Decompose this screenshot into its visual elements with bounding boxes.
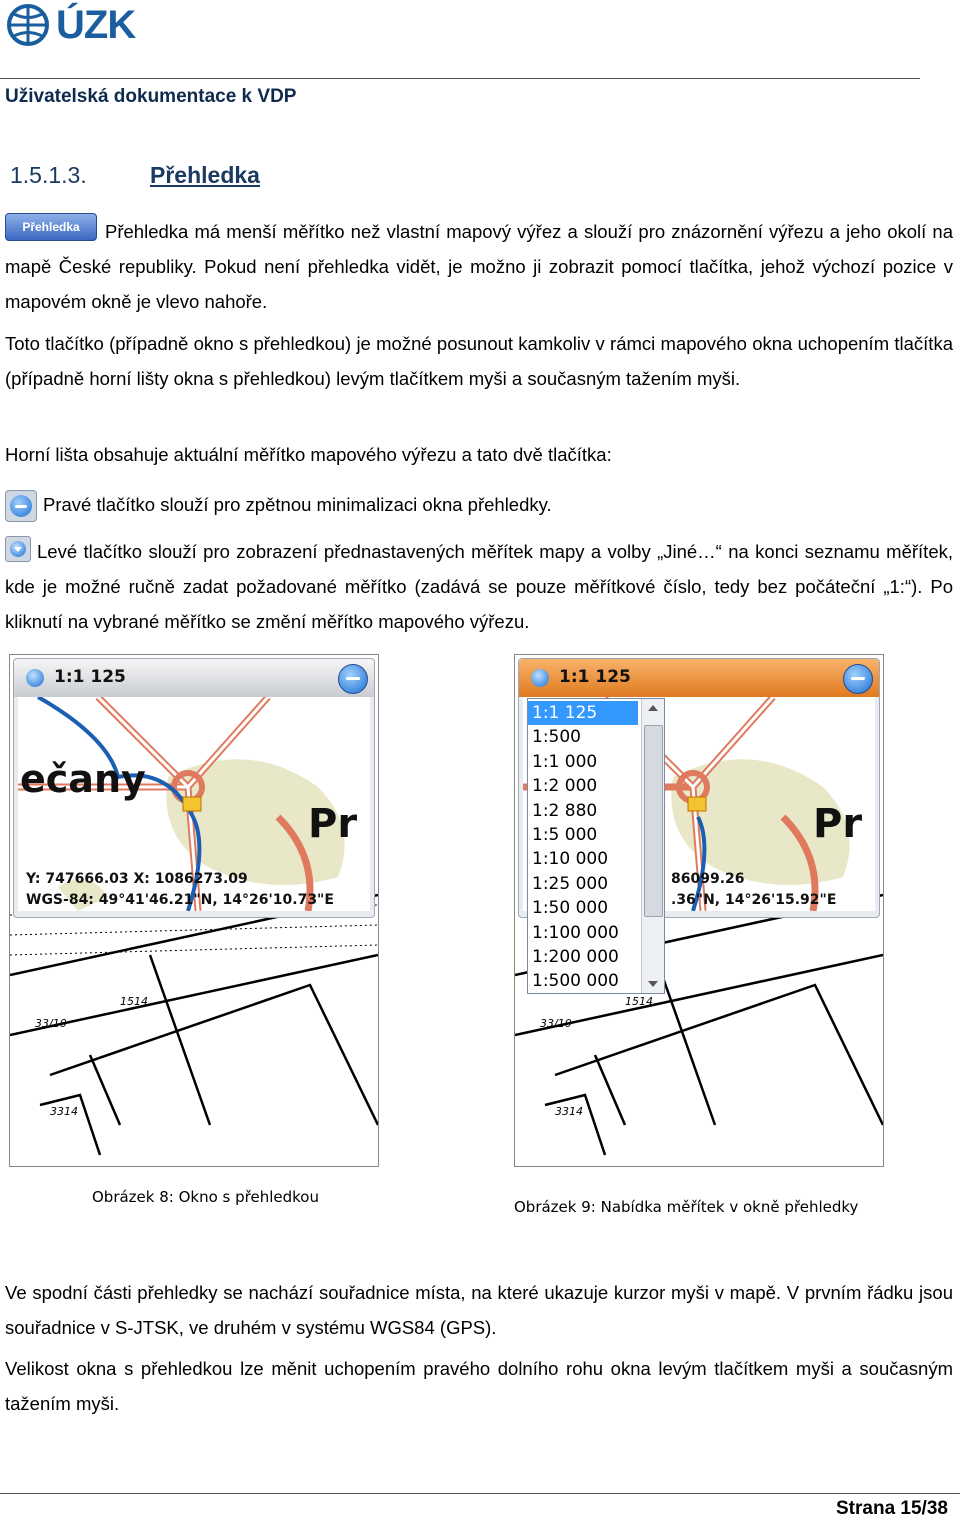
paragraph-resize: Velikost okna s přehledkou lze měnit uchopením pravého dolního rohu okna levým tlačítkem myši a současným tažením myši. (5, 1358, 953, 1414)
scale-option[interactable]: 1:2 880 (532, 800, 598, 821)
figure2-caption: Obrázek 9: Nabídka měřítek v okně přehledky (514, 1198, 859, 1216)
scroll-up-icon[interactable] (648, 705, 658, 711)
scale-option[interactable]: 1:25 000 (532, 873, 609, 894)
scale-option[interactable]: 1:10 000 (532, 849, 609, 870)
header-divider (0, 78, 920, 79)
paragraph-move: Toto tlačítko (případně okno s přehledkou) je možné posunout kamkoliv v rámci mapového okna uchopením tlačítka (případně horní lišty okna s přehledkou) levým tlačítkem myši a současným tažením myši. (5, 333, 953, 389)
scale-option[interactable]: 1:500 000 (532, 971, 619, 992)
coords-sjtsk: 86099.26 (671, 871, 745, 887)
svg-text:3314: 3314 (50, 1105, 78, 1118)
svg-text:3314: 3314 (555, 1105, 583, 1118)
figure1-caption: Obrázek 8: Okno s přehledkou (92, 1188, 319, 1206)
svg-text:33/10: 33/10 (540, 1017, 572, 1030)
svg-text:1514: 1514 (120, 995, 148, 1008)
logo-text: ÚZK (56, 3, 136, 47)
paragraph-intro: Přehledka Přehledka má menší měřítko než vlastní mapový výřez a slouží pro znázornění výřezu a jeho okolí na mapě České republiky. Pokud není přehledka vidět, je možno ji zobrazit pomocí tlačítka, jehož výchozí pozice v mapovém okně je vlevo nahoře. (5, 214, 953, 319)
scroll-down-icon[interactable] (648, 981, 658, 987)
coordinates-readout (671, 869, 836, 911)
scale-option[interactable]: 1:500 (532, 727, 581, 748)
scale-dropdown-button[interactable] (26, 669, 44, 687)
coordinates-readout (26, 869, 334, 911)
coords-wgs84: WGS-84: 49°41'46.21"N, 14°26'10.73"E (26, 892, 334, 908)
paragraph-scale-menu: Levé tlačítko slouží pro zobrazení přednastavených měřítek mapy a volby „Jiné…“ na konci seznamu měřítek, kde je možné ručně zadat požadované měřítko (zadává se pouze měřítkové číslo, tedy bez počáteční „1:“). Po kliknutí na vybrané měřítko se změní měřítko mapového výřezu. (5, 534, 953, 639)
coords-wgs84: .36"N, 14°26'15.92"E (671, 892, 837, 908)
scale-option[interactable]: 1:100 000 (532, 922, 619, 943)
prehledka-button: Přehledka (5, 213, 97, 241)
scale-option[interactable]: 1:1 125 (528, 701, 638, 725)
svg-text:Pr: Pr (308, 801, 358, 847)
current-scale: 1:1 125 (559, 667, 631, 687)
scale-dropdown-icon (5, 536, 31, 562)
scale-option[interactable]: 1:200 000 (532, 946, 619, 967)
coords-sjtsk: Y: 747666.03 X: 1086273.09 (26, 871, 248, 887)
footer-divider (0, 1493, 960, 1494)
section-title: Přehledka (150, 162, 260, 188)
scale-option[interactable]: 1:2 000 (532, 776, 598, 797)
figure-scale-menu (514, 654, 884, 1167)
svg-text:Pr: Pr (813, 801, 863, 847)
minimize-button[interactable] (338, 664, 368, 694)
svg-text:1514: 1514 (625, 995, 653, 1008)
scale-option[interactable]: 1:50 000 (532, 898, 609, 919)
scale-option[interactable]: 1:1 000 (532, 751, 598, 772)
current-scale: 1:1 125 (54, 667, 126, 687)
paragraph-toolbar: Horní lišta obsahuje aktuální měřítko mapového výřezu a tato dvě tlačítka: (5, 444, 612, 465)
section-number: 1.5.1.3. (10, 162, 87, 188)
scale-dropdown-button[interactable] (531, 669, 549, 687)
minimize-button-icon (5, 490, 37, 522)
globe-icon (6, 3, 52, 47)
dropdown-scrollbar[interactable] (641, 699, 664, 993)
svg-text:ečany: ečany (20, 757, 146, 801)
uzk-logo (6, 2, 135, 48)
figure-overview-window (9, 654, 379, 1167)
paragraph-minimize: Pravé tlačítko slouží pro zpětnou minimalizaci okna přehledky. (5, 484, 953, 526)
scale-dropdown-list[interactable] (527, 698, 665, 994)
overview-window[interactable] (13, 658, 375, 918)
paragraph-coordinates: Ve spodní části přehledky se nachází souřadnice místa, na které ukazuje kurzor myši v mapě. V prvním řádku jsou souřadnice v S-JTSK, ve druhém v systému WGS84 (GPS). (5, 1282, 953, 1338)
page-number: Strana 15/38 (836, 1498, 948, 1519)
scroll-thumb[interactable] (644, 725, 663, 917)
scale-option[interactable]: 1:5 000 (532, 824, 598, 845)
minimize-button[interactable] (843, 664, 873, 694)
document-title: Uživatelská dokumentace k VDP (5, 86, 297, 107)
svg-text:33/10: 33/10 (35, 1017, 67, 1030)
